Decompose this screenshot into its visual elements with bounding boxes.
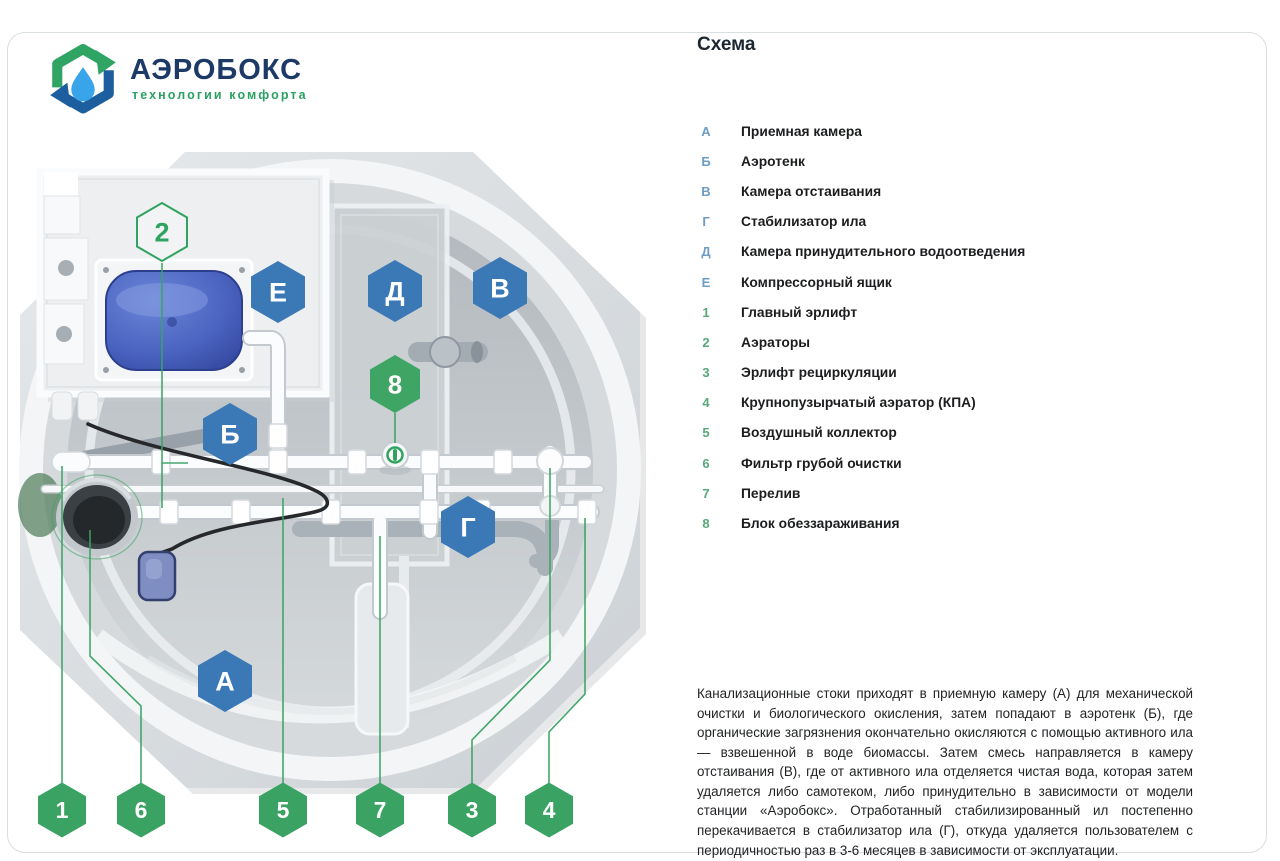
legend-label: Камера принудительного водоотведения xyxy=(741,244,1026,260)
legend-label: Камера отстаивания xyxy=(741,183,882,199)
logo-hexagon-icon xyxy=(44,38,122,118)
legend-item xyxy=(697,478,1197,508)
legend-label: Аэротенк xyxy=(741,153,805,169)
legend-key: 4 xyxy=(702,395,710,411)
legend-key: 1 xyxy=(702,304,710,320)
legend-key: А xyxy=(701,123,711,139)
svg-text:6: 6 xyxy=(134,797,148,823)
legend-label: Эрлифт рециркуляции xyxy=(741,365,897,381)
legend-item xyxy=(697,237,1197,267)
legend-key: Д xyxy=(701,244,711,260)
logo xyxy=(44,38,464,118)
legend-key: 8 xyxy=(702,516,710,532)
legend-label: Компрессорный ящик xyxy=(741,274,892,290)
svg-text:5: 5 xyxy=(276,797,290,823)
svg-text:Д: Д xyxy=(385,276,405,307)
page-title: Схема xyxy=(697,34,756,55)
legend-item xyxy=(697,207,1197,237)
legend-key: 5 xyxy=(702,425,710,441)
legend-item xyxy=(697,297,1197,327)
marker-1 xyxy=(38,783,86,838)
svg-text:8: 8 xyxy=(387,369,403,400)
tank-illustration xyxy=(0,140,660,860)
legend-label: Крупнопузырчатый аэратор (КПА) xyxy=(741,395,976,411)
svg-text:А: А xyxy=(215,666,235,697)
legend-label: Блок обеззараживания xyxy=(741,516,900,532)
legend-label: Воздушный коллектор xyxy=(741,425,897,441)
svg-text:2: 2 xyxy=(154,217,170,248)
legend-list xyxy=(697,116,1197,539)
legend-key: 3 xyxy=(702,365,710,381)
legend-item xyxy=(697,176,1197,206)
legend-label: Главный эрлифт xyxy=(741,304,858,320)
legend-item xyxy=(697,388,1197,418)
legend-label: Перелив xyxy=(741,485,801,501)
marker-4 xyxy=(525,783,573,838)
legend-item xyxy=(697,508,1197,538)
uv-disinfection-unit xyxy=(379,442,411,475)
legend-item xyxy=(697,448,1197,478)
legend-key: Б xyxy=(701,153,711,169)
legend-label: Фильтр грубой очистки xyxy=(741,455,902,471)
svg-text:3: 3 xyxy=(465,797,479,823)
vent-grommet xyxy=(58,260,74,276)
legend-label: Приемная камера xyxy=(741,123,862,139)
coarse-filter-opening xyxy=(52,475,142,559)
legend-key: 6 xyxy=(702,455,710,471)
logo-tagline: технологии комфорта xyxy=(132,88,308,102)
svg-text:Г: Г xyxy=(460,512,476,543)
svg-text:Е: Е xyxy=(268,277,288,308)
svg-text:7: 7 xyxy=(373,797,387,823)
legend-item xyxy=(697,358,1197,388)
svg-text:В: В xyxy=(490,273,510,304)
svg-text:Б: Б xyxy=(220,419,240,450)
legend-label: Аэраторы xyxy=(741,334,811,350)
legend-key: 7 xyxy=(702,485,710,501)
pipe-cap xyxy=(52,452,90,472)
marker-6 xyxy=(117,783,165,838)
legend-item xyxy=(697,116,1197,146)
legend-label: Стабилизатор ила xyxy=(741,214,867,230)
legend-key: Г xyxy=(702,214,710,230)
legend-item xyxy=(697,146,1197,176)
vent-grommet xyxy=(56,326,72,342)
svg-text:1: 1 xyxy=(55,797,69,823)
svg-text:4: 4 xyxy=(542,797,556,823)
legend-key: Е xyxy=(701,274,711,290)
legend-key: В xyxy=(701,183,711,199)
legend-key: 2 xyxy=(702,334,710,350)
process-description: Канализационные стоки приходят в приемную камеру (А) для механической очистки и биологического окисления, затем попадают в аэротенк (Б), где органические загрязнения окончательно окисляются с помощью активного ила — взвешенной в воде биомассы. Затем смесь направляется в камеру отстаивания (В), где от активного ила отделяется чистая вода, которая затем удаляется либо самотеком, либо принудительно в зависимости от модели станции «Аэробокс». Отработанный стабилизированный ил постепенно перекачивается в стабилизатор ила (Г), откуда удаляется пользователем с периодичностью раз в 3-6 месяцев в зависимости от эксплуатации. xyxy=(697,686,1193,858)
legend-item xyxy=(697,267,1197,297)
logo-title: АЭРОБОКС xyxy=(130,54,303,86)
legend-item xyxy=(697,327,1197,357)
legend-item xyxy=(697,418,1197,448)
